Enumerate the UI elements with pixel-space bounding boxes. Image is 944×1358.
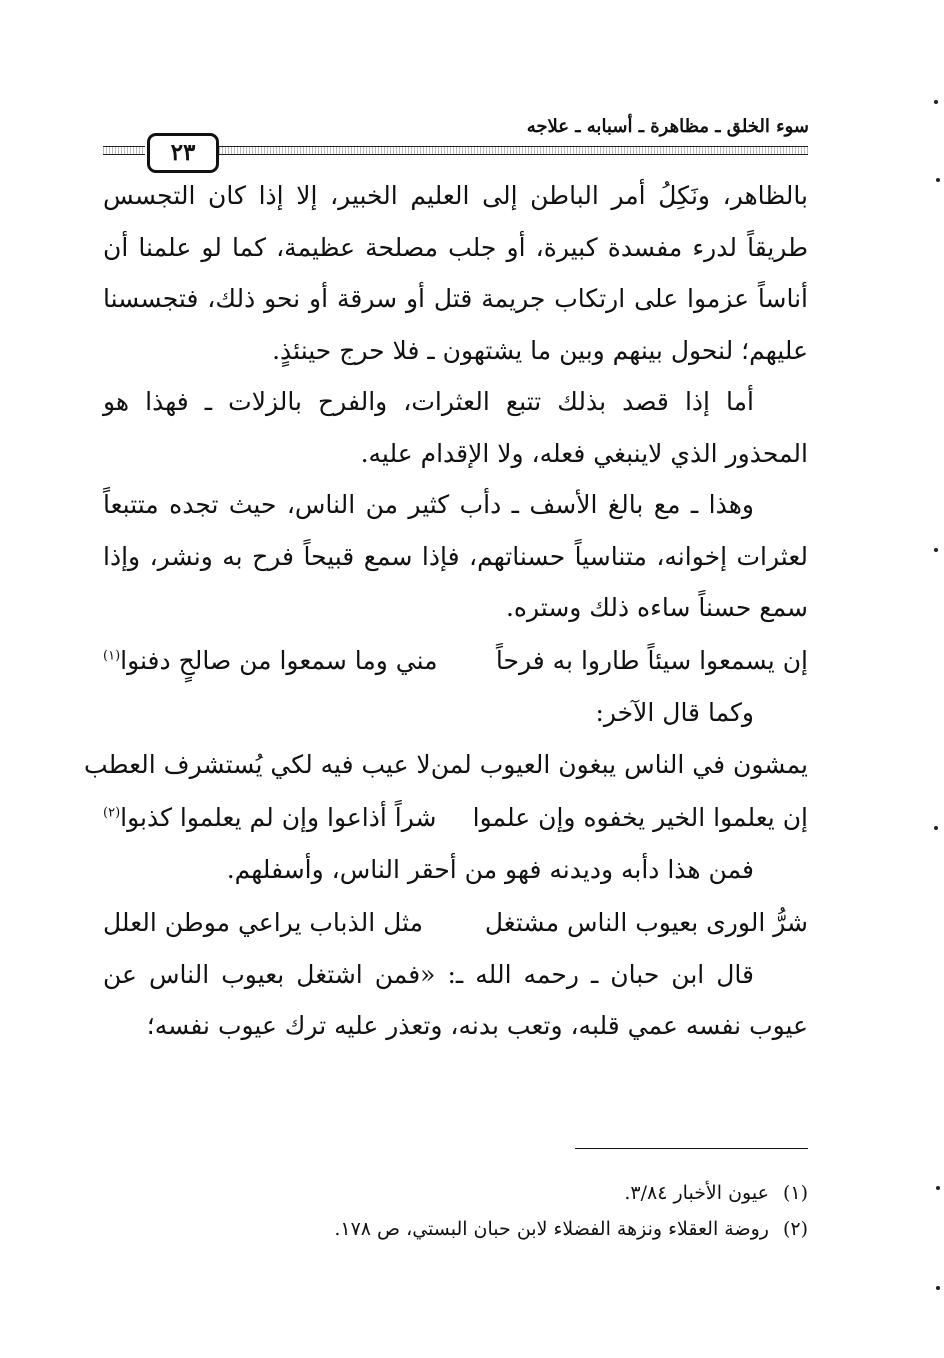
footnote-separator — [575, 1148, 808, 1149]
footnote-2-number: (٢) — [782, 1218, 808, 1240]
footnote-1-text: عيون الأخبار ٣/٨٤. — [624, 1182, 769, 1204]
verse-2-first-hemistich: يمشون في الناس يبغون العيوب لمن — [430, 750, 808, 779]
main-text — [84, 170, 808, 1052]
verse-1-first-hemistich: إن يسمعوا سيئاً طاروا به فرحاً — [495, 645, 808, 675]
footnotes — [103, 1175, 808, 1247]
header-rule-left — [103, 146, 145, 155]
paragraph-2: أما إذا قصد بذلك تتبع العثرات، والفرح بالزلات ـ فهذا هو المحذور الذي لاينبغي فعله، ولا الإقدام عليه. — [103, 387, 808, 468]
paragraph-1: بالظاهر، ونَكِلُ أمر الباطن إلى العليم الخبير، إلا إذا كان التجسس طريقاً لدرء مفسدة كبيرة، أو جلب مصلحة عظيمة، كما لو علمنا أن أناساً عزموا على ارتكاب جريمة قتل أو سرقة أو نحو ذلك، فتجسسنا عليهم؛ لنحول بينهم وبين ما يشتهون ـ فلا حرج حينئذٍ. — [103, 181, 808, 365]
transition-line: وكما قال الآخر: — [595, 697, 754, 727]
verse-3-first-hemistich: إن يعلموا الخير يخفوه وإن علموا — [472, 803, 808, 832]
footnote-1-number: (١) — [782, 1182, 808, 1204]
paragraph-3: وهذا ـ مع بالغ الأسف ـ دأب كثير من الناس، حيث تجده متتبعاً لعثرات إخوانه، متناسياً حسناتهم، فإذا سمع قبيحاً فرح به ونشر، وإذا سمع حسناً ساءه ذلك وستره. — [103, 490, 808, 622]
scan-speck — [934, 826, 938, 830]
footnote-1 — [103, 1175, 808, 1211]
footnote-mark-2: (٢) — [103, 805, 121, 821]
footnote-mark-1: (١) — [103, 648, 121, 664]
scan-speck — [934, 100, 938, 104]
verse-3-second-text: شراً أذاعوا وإن لم يعلموا كذبوا — [120, 803, 437, 832]
scan-speck — [934, 548, 938, 552]
paragraph-5: قال ابن حبان ـ رحمه الله ـ: «فمن اشتغل بعيوب الناس عن عيوب نفسه عمي قلبه، وتعب بدنه، وتعذر عليه ترك عيوب نفسه؛ — [103, 959, 808, 1040]
header-rule — [216, 146, 808, 155]
paragraph-4: فمن هذا دأبه وديدنه فهو من أحقر الناس، وأسفلهم. — [226, 855, 754, 884]
verse-line-3 — [103, 791, 808, 844]
verse-1-second-hemistich — [103, 634, 438, 687]
verse-4-first-hemistich: شرُّ الورى بعيوب الناس مشتغل — [484, 907, 808, 937]
page-number-badge: ٢٣ — [147, 133, 219, 173]
footnote-2 — [103, 1211, 808, 1247]
running-header-title: سوء الخلق ـ مظاهرة ـ أسبابه ـ علاجه — [526, 116, 809, 137]
verse-line-4 — [103, 896, 808, 949]
verse-1-second-text: مني وما سمعوا من صالحٍ دفنوا — [120, 645, 438, 675]
footnote-2-text: روضة العقلاء ونزهة الفضلاء لابن حبان البستي، ص ١٧٨. — [334, 1218, 769, 1240]
scan-speck — [936, 1286, 940, 1290]
verse-line-2 — [84, 738, 808, 791]
verse-4-second-hemistich: مثل الذباب يراعي موطن العلل — [103, 907, 423, 937]
verse-3-second-hemistich — [103, 791, 436, 844]
scan-speck — [936, 1186, 940, 1190]
verse-line-1 — [103, 634, 808, 687]
verse-2-second-hemistich: لا عيب فيه لكي يُستشرف العطب — [84, 750, 431, 779]
scan-speck — [936, 178, 940, 182]
